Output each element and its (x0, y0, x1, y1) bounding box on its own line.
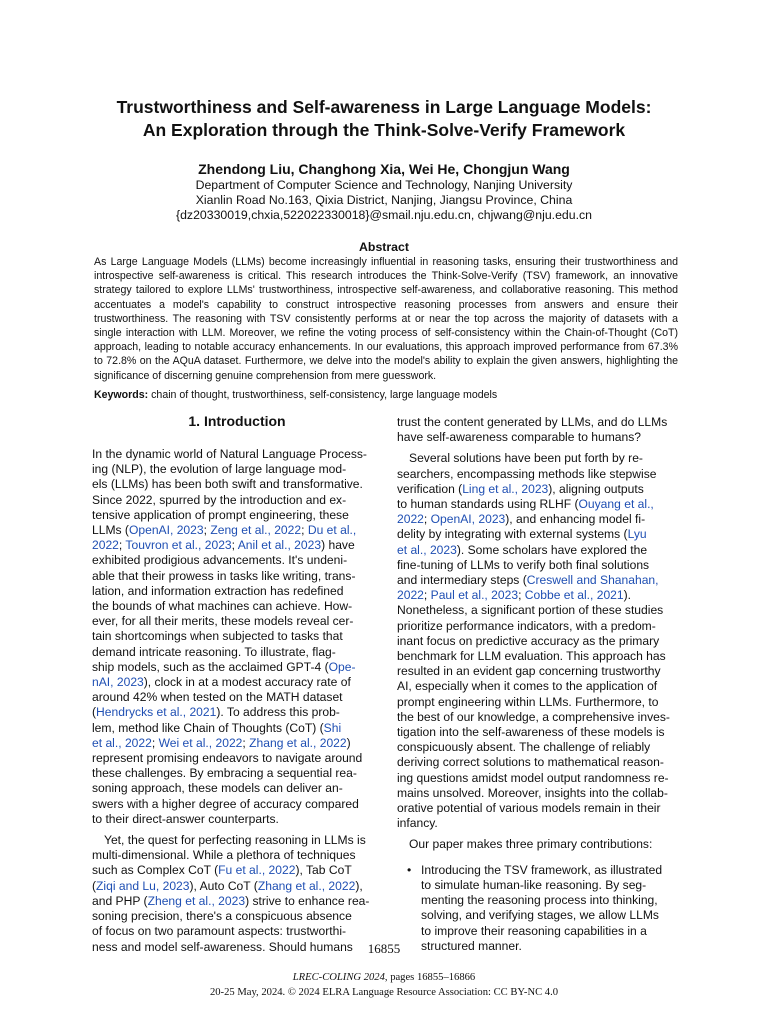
text-line: Several solutions have been put forth by re- (409, 451, 643, 466)
citation-link[interactable]: OpenAI, 2023 (430, 512, 506, 527)
abstract-text: As Large Language Models (LLMs) become increasingly influential in reasoning tasks, ensuring their trustworthiness and introspective self-awareness is critical. This research introduces the Think-Solve-Verify (TSV) framework, an innovative strategy tailored to explore LLMs' trustworthiness, introspective self-awareness, and collaborative reasoning. This method accentuates a model's capability to construct introspective reasoning processes from answers and ensure their trustworthiness. The reasoning with TSV consistently performs at or near the top across the majority of datasets with a single interaction with LLM. Moreover, we refine the voting process of self-consistency within the Chain-of-Thought (CoT) approach, leading to notable accuracy enhancements. In our evaluations, this approach improved performance from 67.3% to 72.8% on the AQuA dataset. Furthermore, we delve into the model's ability to explain the given answers, highlighting the significance of discerning genuine comprehension from mere guesswork. (94, 256, 678, 382)
text-run: ; (518, 588, 525, 603)
text-run: ) (346, 735, 351, 750)
page-number: 16855 (367, 941, 401, 956)
text-run: ; (231, 538, 238, 553)
text-run: such as Complex CoT ( (92, 863, 219, 878)
text-run: ). (623, 588, 632, 603)
text-run: ), (355, 878, 363, 893)
citation-link[interactable]: Zhang et al., 2022 (257, 878, 356, 893)
text-line: fine-tuning of LLMs to verify both final solutions (397, 557, 650, 572)
text-run: lem, method like Chain of Thoughts (CoT) ( (92, 720, 324, 735)
text-line (397, 512, 678, 527)
text-line: benchmark for LLM evaluation. This approach has (397, 649, 666, 664)
text-line (397, 482, 678, 497)
text-line: soning approach, these models can deliver an- (92, 781, 343, 796)
text-line: represent promising endeavors to navigate around (92, 751, 363, 766)
footer-pages: , pages 16855–16866 (384, 972, 476, 983)
text-run: ; (151, 735, 159, 750)
address: Xianlin Road No.163, Qixia District, Nanjing, Jiangsu Province, China (195, 193, 573, 207)
footer-line-2: 20-25 May, 2024. © 2024 ELRA Language Resource Association: CC BY-NC 4.0 (209, 987, 559, 998)
text-line: AI, especially when it comes to the application of (397, 679, 658, 694)
intro-paragraph-2 (92, 833, 379, 955)
text-line (92, 523, 379, 538)
text-line: Since 2022, spurred by the introduction and ex- (92, 492, 347, 507)
text-run: ), and enhancing model fi- (505, 512, 646, 527)
text-line: multi-dimensional. While a plethora of techniques (92, 848, 356, 863)
citation-link[interactable]: Fu et al., 2022 (218, 863, 296, 878)
text-line: lation, and information extraction has redefined (92, 583, 344, 598)
citation-link[interactable]: Hendrycks et al., 2021 (96, 705, 217, 720)
text-run: ; (423, 588, 431, 603)
text-line: menting the reasoning process into thinking, (421, 893, 658, 908)
citation-link[interactable]: Paul et al., 2023 (430, 588, 519, 603)
paper-title (40, 96, 728, 142)
intro-paragraph-continued (397, 415, 678, 445)
text-line: els (LLMs) has been both swift and transformative. (92, 477, 363, 492)
text-line (397, 588, 678, 603)
text-line: ness and model self-awareness. Should humans (92, 939, 353, 954)
citation-link[interactable]: OpenAI, 2023 (128, 523, 204, 538)
intro-paragraph-3 (397, 451, 678, 831)
title-line-1: Trustworthiness and Self-awareness in Large Language Models: (116, 97, 652, 117)
text-run: ) have (321, 538, 355, 553)
text-run: ship models, such as the acclaimed GPT-4 ( (92, 659, 329, 674)
text-line: have self-awareness comparable to humans? (397, 430, 642, 445)
text-run: ) strive to enhance rea- (245, 893, 370, 908)
text-line: to simulate human-like reasoning. By seg- (421, 877, 647, 892)
citation-link[interactable]: Wei et al., 2022 (158, 735, 243, 750)
text-run: ; (242, 735, 250, 750)
text-line: Nonetheless, a significant portion of these studies (397, 603, 664, 618)
text-line: prioritize performance indicators, with a predom- (397, 618, 656, 633)
text-line: able that their prowess in tasks like writing, trans- (92, 568, 356, 583)
citation-link[interactable]: Anil et al., 2023 (237, 538, 322, 553)
text-line: to their direct-answer counterparts. (92, 811, 279, 826)
text-run: and PHP ( (92, 893, 148, 908)
intro-paragraph-4: Our paper makes three primary contributions: (409, 837, 653, 852)
citation-link[interactable]: et al., 2023 (397, 542, 457, 557)
text-run: ), Auto CoT ( (189, 878, 258, 893)
text-line: exhibited prodigious advancements. It's undeni- (92, 553, 348, 568)
text-line: ever, for all their merits, these models reveal cer- (92, 614, 354, 629)
citation-link[interactable]: Du et al., (307, 523, 357, 538)
text-run: ; (118, 538, 126, 553)
affiliation: Department of Computer Science and Technology, Nanjing University (195, 178, 573, 192)
citation-link[interactable]: 2022 (397, 512, 424, 527)
text-run: verification ( (397, 481, 463, 496)
text-run: ( (92, 878, 97, 893)
text-line (92, 675, 379, 690)
footer (0, 970, 768, 1000)
text-line: orative potential of various models remain in their (397, 801, 661, 816)
left-column (92, 447, 379, 961)
citation-link[interactable]: Touvron et al., 2023 (125, 538, 232, 553)
footer-line-1 (0, 970, 768, 985)
author-emails[interactable]: {dz20330019,chxia,522022330018}@smail.nju.edu.cn, chjwang@nju.edu.cn (175, 208, 593, 222)
citation-link[interactable]: Zheng et al., 2023 (147, 893, 246, 908)
citation-link[interactable]: et al., 2022 (92, 735, 152, 750)
text-run: ; (423, 512, 431, 527)
text-run: ; (301, 523, 308, 538)
text-run: ), clock in at a modest accuracy rate of (143, 675, 351, 690)
text-line (92, 863, 379, 878)
text-line (397, 527, 678, 542)
text-line: inant focus on predictive accuracy as the primary (397, 633, 660, 648)
text-line: Yet, the quest for perfecting reasoning in LLMs is (104, 833, 366, 848)
keywords (94, 389, 678, 401)
text-line (92, 736, 379, 751)
text-line: soning precision, there's a conspicuous absence (92, 909, 352, 924)
text-run: to human standards using RLHF ( (397, 497, 579, 512)
text-line: to improve their reasoning capabilities in a (421, 923, 647, 938)
text-line: swers with a higher degree of accuracy compared (92, 796, 359, 811)
text-line: resulted in an evident gap concerning trustworthy (397, 664, 661, 679)
citation-link[interactable]: Zhang et al., 2022 (249, 735, 347, 750)
footer-venue: LREC-COLING 2024 (292, 972, 385, 983)
text-run: ), Tab CoT (295, 863, 352, 878)
keywords-label: Keywords: (94, 389, 149, 401)
section-heading-introduction: 1. Introduction (188, 413, 286, 429)
text-line: In the dynamic world of Natural Language Process- (92, 447, 367, 461)
text-run: and intermediary steps ( (397, 573, 527, 588)
text-line: infancy. (397, 816, 438, 831)
text-line: prompt engineering within LLMs. Furthermore, to (397, 694, 659, 709)
citation-link[interactable]: Cobbe et al., 2021 (524, 588, 624, 603)
citation-link[interactable]: Ziqi and Lu, 2023 (96, 878, 190, 893)
citation-link[interactable]: nAI, 2023 (92, 675, 144, 690)
text-run: ). To address this prob- (216, 705, 340, 720)
text-line: mains unsolved. Moreover, insights into the collab- (397, 785, 668, 800)
text-line (92, 721, 379, 736)
text-line: solving, and verifying stages, we allow LLMs (421, 908, 659, 923)
text-line: tensive application of prompt engineering, these (92, 507, 349, 522)
text-line (397, 543, 678, 558)
text-line: deriving correct solutions to mathematical reason- (397, 755, 664, 770)
citation-link[interactable]: Zeng et al., 2022 (210, 523, 302, 538)
text-line: of focus on two paramount aspects: trustworthi- (92, 924, 347, 939)
text-line: ing questions amidst model output randomness re- (397, 770, 669, 785)
keywords-text: chain of thought, trustworthiness, self-consistency, large language models (151, 389, 498, 401)
right-column (397, 415, 678, 954)
citation-link[interactable]: Ling et al., 2023 (462, 481, 549, 496)
abstract-heading: Abstract (359, 240, 409, 254)
text-run: ). Some scholars have explored the (456, 542, 648, 557)
author-list: Zhendong Liu, Changhong Xia, Wei He, Chongjun Wang (198, 161, 570, 177)
text-line: ing (NLP), the evolution of large language mod- (92, 462, 347, 477)
citation-link[interactable]: Shi (323, 720, 342, 735)
citation-link[interactable]: Creswell and Shanahan, (526, 573, 659, 588)
title-line-2: An Exploration through the Think-Solve-Verify Framework (142, 120, 626, 140)
intro-paragraph-1 (92, 447, 379, 827)
text-run: ), aligning outputs (548, 481, 644, 496)
text-line: the bounds of what machines can achieve. How- (92, 599, 353, 614)
text-line: the best of our knowledge, a comprehensive inves- (397, 709, 670, 724)
text-line (92, 894, 379, 909)
text-run: LLMs ( (92, 523, 129, 538)
text-line: demand intricate reasoning. To illustrate, flag- (92, 644, 336, 659)
text-line: trust the content generated by LLMs, and do LLMs (397, 415, 668, 429)
text-run: ; (203, 523, 211, 538)
text-line (397, 497, 678, 512)
citation-link[interactable]: Lyu (627, 527, 647, 542)
text-line: these challenges. By embracing a sequential rea- (92, 766, 357, 781)
text-line (92, 879, 379, 894)
text-run: delity by integrating with external systems ( (397, 527, 628, 542)
text-line: tigation into the self-awareness of these models is (397, 725, 665, 740)
text-line: tain shortcomings when subjected to tasks that (92, 629, 343, 644)
text-run: ( (92, 705, 97, 720)
text-line: around 42% when tested on the MATH dataset (92, 690, 343, 705)
text-line: • Introducing the TSV framework, as illustrated (421, 862, 663, 877)
citation-link[interactable]: Ope- (328, 659, 356, 674)
text-line: structured manner. (421, 938, 522, 953)
citation-link[interactable]: Ouyang et al., (578, 497, 654, 512)
citation-link[interactable]: 2022 (397, 588, 424, 603)
text-line (397, 573, 678, 588)
text-line: searchers, encompassing methods like stepwise (397, 466, 657, 481)
text-line (92, 538, 379, 553)
citation-link[interactable]: 2022 (92, 538, 119, 553)
text-line (92, 660, 379, 675)
text-line (92, 705, 379, 720)
text-line: conspicuously absent. The challenge of reliably (397, 740, 651, 755)
